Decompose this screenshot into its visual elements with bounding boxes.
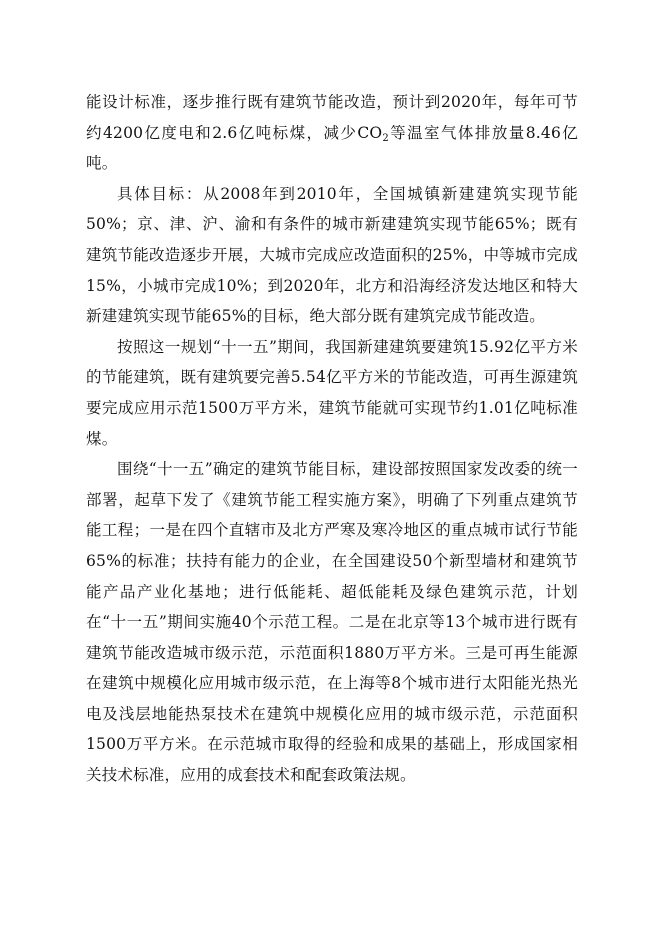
paragraph-1-text-a: 能设计标准，逐步推行既有建筑节能改造，预计到2020年，每年可节约4200亿度电和2.6亿吨标煤，减少CO (86, 93, 578, 142)
paragraph-3: 按照这一规划“十一五”期间，我国新建建筑要建筑15.92亿平方米的节能建筑，既有建筑要完善5.54亿平方米的节能改造，可再生源建筑要完成应用示范1500万平方米，建筑节能就可实现节约1.01亿吨标准煤。 (86, 337, 578, 448)
paragraph-2: 具体目标：从2008年到2010年，全国城镇新建建筑实现节能50%；京、津、沪、渝和有条件的城市新建建筑实现节能65%；既有建筑节能改造逐步开展，大城市完成应改造面积的25%，中等城市完成15%，小城市完成10%；到2020年，北方和沿海经济发达地区和特大新建建筑实现节能65%的目标，绝大部分既有建筑完成节能改造。 (86, 184, 578, 326)
paragraph-4: 围绕“十一五”确定的建筑节能目标，建设部按照国家发改委的统一部署，起草下发了《建筑节能工程实施方案》，明确了下列重点建筑节能工程；一是在四个直辖市及北方严寒及寒冷地区的重点城市试行节能65%的标准；扶持有能力的企业，在全国建设50个新型墙材和建筑节能产品产业化基地；进行低能耗、超低能耗及绿色建筑示范，计划在“十一五”期间实施40个示范工程。二是在北京等13个城市进行既有建筑节能改造城市级示范，示范面积1880万平方米。三是可再生能源在建筑中规模化应用城市级示范，在上海等8个城市进行太阳能光热光电及浅层地能热泵技术在建筑中规模化应用的城市级示范，示范面积1500万平方米。在示范城市取得的经验和成果的基础上，形成国家相关技术标准，应用的成套技术和配套政策法规。 (86, 460, 578, 785)
document-body (86, 87, 578, 791)
paragraph-1-text-b: 等温室气体排放量8.46亿吨。 (86, 123, 578, 173)
paragraph-1 (86, 87, 578, 179)
paragraph-1-subscript: 2 (382, 132, 389, 144)
